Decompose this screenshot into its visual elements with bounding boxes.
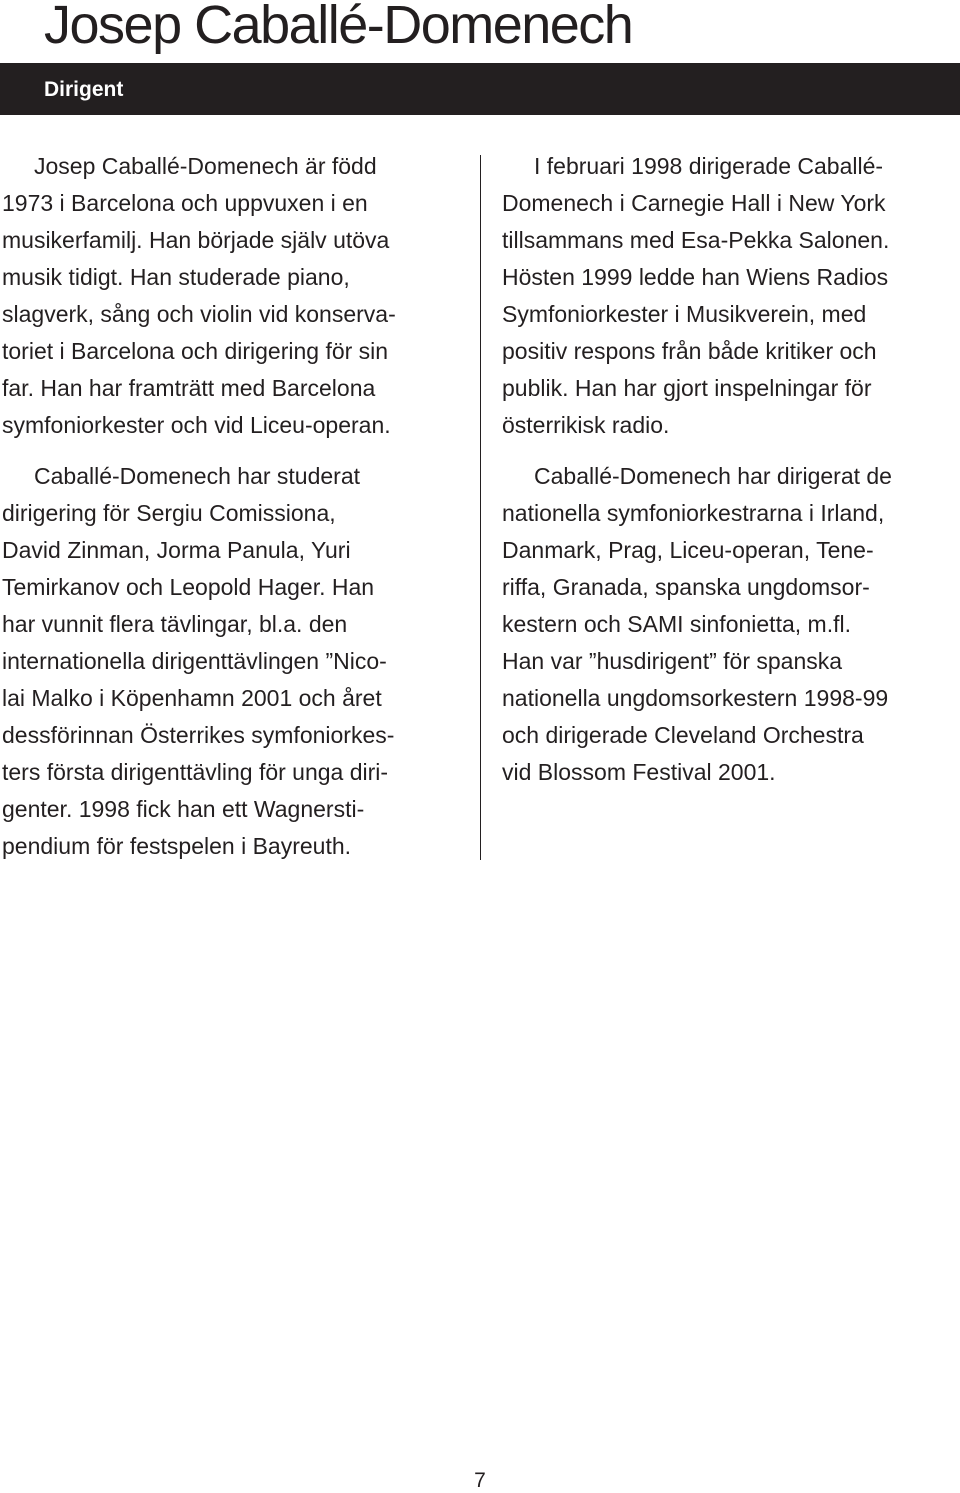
text-line: lai Malko i Köpenhamn 2001 och året xyxy=(2,685,382,711)
text-line: nationella symfoniorkestrarna i Irland, xyxy=(502,500,885,526)
column-divider xyxy=(480,155,481,860)
text-line: musik tidigt. Han studerade piano, xyxy=(2,264,350,290)
role-label: Dirigent xyxy=(44,78,124,101)
text-line: Domenech i Carnegie Hall i New York xyxy=(502,190,886,216)
text-line: Hösten 1999 ledde han Wiens Radios xyxy=(502,264,889,290)
text-line: far. Han har framträtt med Barcelona xyxy=(2,375,376,401)
text-line: dirigering för Sergiu Comissiona, xyxy=(2,500,336,526)
text-line: toriet i Barcelona och dirigering för sin xyxy=(2,338,389,364)
bio-paragraph-birth xyxy=(2,148,462,444)
page-number: 7 xyxy=(474,1469,486,1492)
text-line: Temirkanov och Leopold Hager. Han xyxy=(2,574,375,600)
left-column xyxy=(2,148,462,879)
text-line: Han var ”husdirigent” för spanska xyxy=(502,648,843,674)
role-banner xyxy=(0,63,960,115)
text-line: pendium för festspelen i Bayreuth. xyxy=(2,833,352,859)
text-line: österrikisk radio. xyxy=(502,412,670,438)
text-line: Caballé-Domenech har studerat xyxy=(34,463,361,489)
text-line: David Zinman, Jorma Panula, Yuri xyxy=(2,537,351,563)
text-line: vid Blossom Festival 2001. xyxy=(502,759,776,785)
text-line: slagverk, sång och violin vid konserva- xyxy=(2,301,396,327)
right-column xyxy=(502,148,957,805)
text-line: genter. 1998 fick han ett Wagnersti- xyxy=(2,796,365,822)
text-line: Danmark, Prag, Liceu-operan, Tene- xyxy=(502,537,874,563)
bio-paragraph-orchestras xyxy=(502,458,957,791)
page-title: Josep Caballé-Domenech xyxy=(44,0,633,55)
text-line: symfoniorkester och vid Liceu-operan. xyxy=(2,412,391,438)
text-line: ters första dirigenttävling för unga diri- xyxy=(2,759,389,785)
text-line: I februari 1998 dirigerade Caballé- xyxy=(534,153,884,179)
text-line: och dirigerade Cleveland Orchestra xyxy=(502,722,864,748)
text-line: dessförinnan Österrikes symfoniorkes- xyxy=(2,722,395,748)
text-line: internationella dirigenttävlingen ”Nico- xyxy=(2,648,387,674)
text-line: riffa, Granada, spanska ungdomsor- xyxy=(502,574,870,600)
text-line: publik. Han har gjort inspelningar för xyxy=(502,375,872,401)
bio-paragraph-career xyxy=(502,148,957,444)
bio-paragraph-studies xyxy=(2,458,462,865)
text-line: har vunnit flera tävlingar, bl.a. den xyxy=(2,611,348,637)
text-line: 1973 i Barcelona och uppvuxen i en xyxy=(2,190,368,216)
text-line: nationella ungdomsorkestern 1998-99 xyxy=(502,685,889,711)
text-line: positiv respons från både kritiker och xyxy=(502,338,877,364)
text-line: musikerfamilj. Han började själv utöva xyxy=(2,227,390,253)
text-line: Caballé-Domenech har dirigerat de xyxy=(534,463,892,489)
text-line: tillsammans med Esa-Pekka Salonen. xyxy=(502,227,890,253)
text-line: Symfoniorkester i Musikverein, med xyxy=(502,301,867,327)
text-line: kestern och SAMI sinfonietta, m.fl. xyxy=(502,611,851,637)
text-line: Josep Caballé-Domenech är född xyxy=(34,153,377,179)
